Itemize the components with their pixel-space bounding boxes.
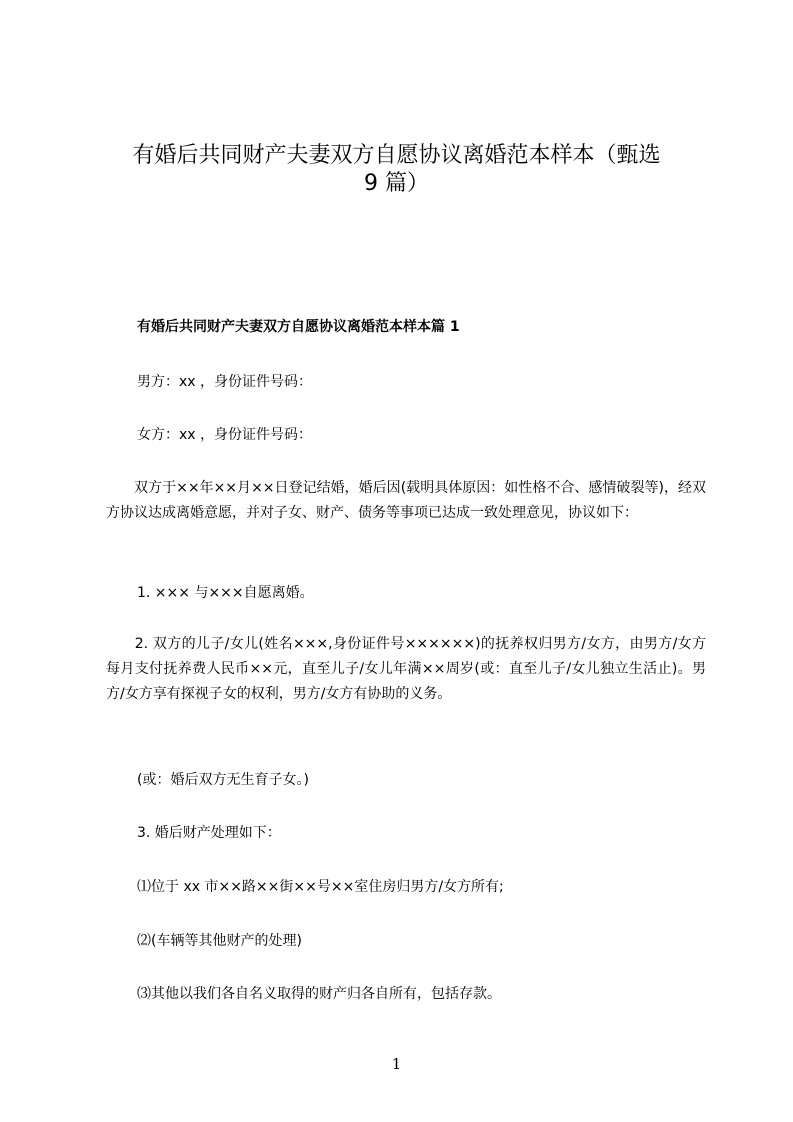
document-title-line-1: 有婚后共同财产夫妻双方自愿协议离婚范本样本（甄选 <box>132 143 661 168</box>
clause-3-1: ⑴位于 xx 市××路××街××号××室住房归男方/女方所有; <box>137 879 504 895</box>
clause-2: 2. 双方的儿子/女儿(姓名×××,身份证件号××××××)的抚养权归男方/女方，由男方/女方每月支付抚养费人民币××元，直至儿子/女儿年满××周岁(或：直至儿子/女儿独立生活止)。男方/女方享有探视子女的权利，男方/女方有协助的义务。 <box>106 636 706 702</box>
document-title-line-2: 9 篇） <box>364 171 429 196</box>
page-number: 1 <box>391 1055 402 1073</box>
intro-paragraph: 双方于××年××月××日登记结婚，婚后因(载明具体原因：如性格不合、感情破裂等)，经双方协议达成离婚意愿，并对子女、财产、债务等事项已达成一致处理意见，协议如下： <box>106 480 706 521</box>
clause-3-2: ⑵(车辆等其他财产的处理) <box>137 933 302 949</box>
document-title <box>80 142 713 198</box>
clause-1: 1. ××× 与×××自愿离婚。 <box>137 585 314 601</box>
clause-3-3: ⑶其他以我们各自名义取得的财产归各自所有，包括存款。 <box>137 986 501 1002</box>
wife-line: 女方：xx ，身份证件号码： <box>137 427 313 443</box>
husband-line: 男方：xx ，身份证件号码： <box>137 374 313 390</box>
clause-2-alternative: (或：婚后双方无生育子女。) <box>137 772 309 788</box>
clause-3: 3. 婚后财产处理如下： <box>137 825 281 841</box>
section-heading: 有婚后共同财产夫妻双方自愿协议离婚范本样本篇 1 <box>137 319 460 335</box>
